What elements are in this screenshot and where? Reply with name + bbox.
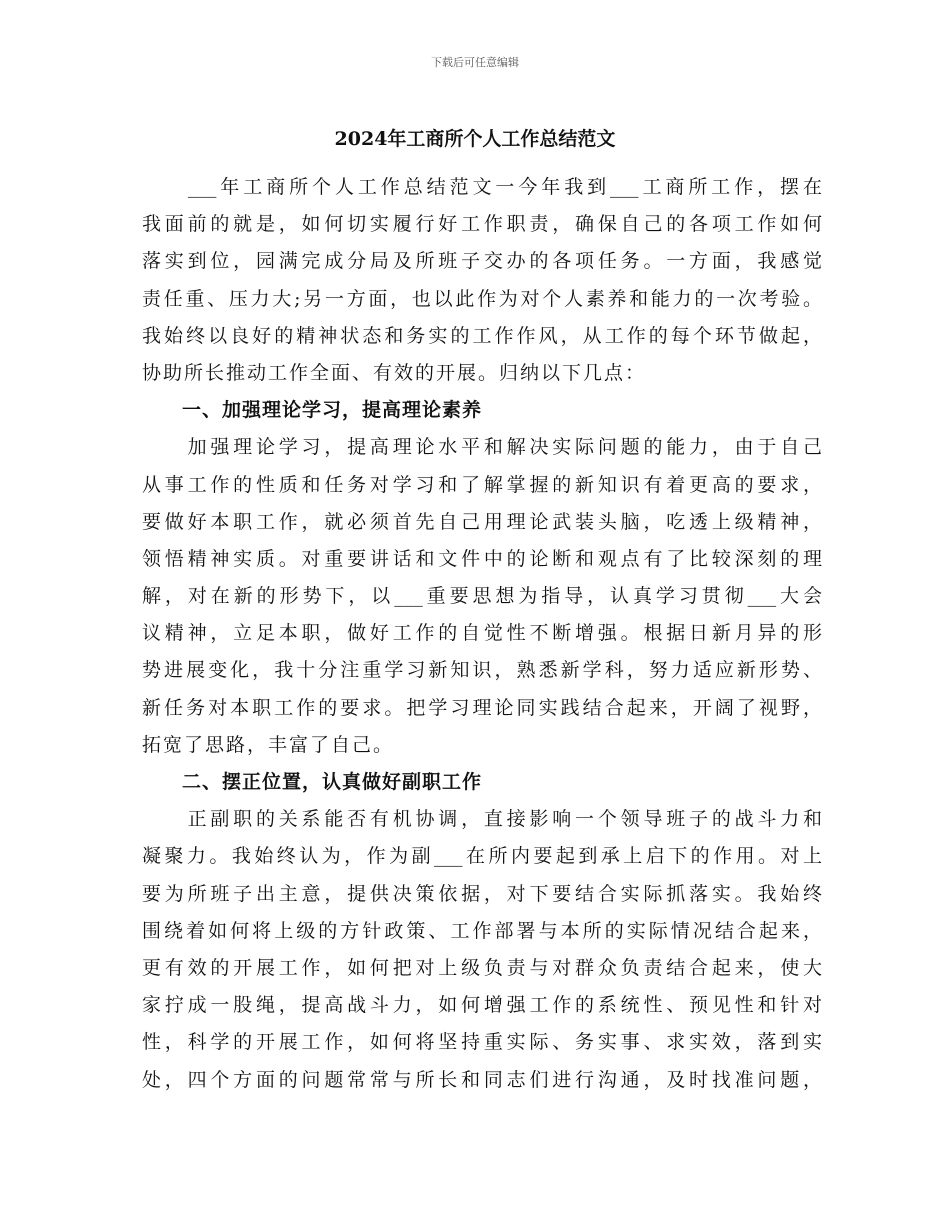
paragraph-line: 协助所长推动工作全面、有效的开展。归纳以下几点： [142, 361, 647, 384]
header-note: 下载后可任意编辑 [431, 56, 519, 69]
paragraph-line: 拓宽了思路，丰富了自己。 [142, 733, 395, 756]
paragraph-line: 性，科学的开展工作，如何将坚持重实际、务实事、求实效，落到实 [142, 1031, 822, 1054]
paragraph-line: 要做好本职工作，就必须首先自己用理论武装头脑，吃透上级精神， [142, 510, 822, 533]
section-heading: 一、加强理论学习，提高理论素养 [142, 399, 483, 422]
paragraph-line: 处，四个方面的问题常常与所长和同志们进行沟通，及时找准问题， [142, 1068, 822, 1091]
paragraph-line: 要为所班子出主意，提供决策依据，对下要结合实际抓落实。我始终 [142, 882, 822, 905]
document-title: 2024年工商所个人工作总结范文 [334, 128, 616, 150]
paragraph-line: 加强理论学习，提高理论水平和解决实际问题的能力，由于自己 [142, 436, 822, 459]
paragraph-line: 解，对在新的形势下，以___重要思想为指导，认真学习贯彻___大会 [142, 585, 822, 608]
paragraph-line: ___年工商所个人工作总结范文一今年我到___工商所工作，摆在 [142, 176, 822, 198]
paragraph-line: 议精神，立足本职，做好工作的自觉性不断增强。根据日新月异的形 [142, 622, 822, 645]
paragraph-line: 家拧成一股绳，提高战斗力，如何增强工作的系统性、预见性和针对 [142, 994, 822, 1017]
paragraph-line: 围绕着如何将上级的方针政策、工作部署与本所的实际情况结合起来， [142, 919, 822, 942]
paragraph-line: 从事工作的性质和任务对学习和了解掌握的新知识有着更高的要求， [142, 473, 822, 496]
paragraph-line: 势进展变化，我十分注重学习新知识，熟悉新学科，努力适应新形势、 [142, 659, 822, 682]
paragraph-line: 我面前的就是，如何切实履行好工作职责，确保自己的各项工作如何 [142, 213, 822, 236]
paragraph-line: 正副职的关系能否有机协调，直接影响一个领导班子的战斗力和 [142, 808, 822, 831]
paragraph-line: 责任重、压力大;另一方面，也以此作为对个人素养和能力的一次考验。 [142, 287, 822, 310]
paragraph-line: 落实到位，园满完成分局及所班子交办的各项任务。一方面，我感觉 [142, 250, 822, 273]
document-body [142, 172, 822, 1102]
paragraph-line: 新任务对本职工作的要求。把学习理论同实践结合起来，开阔了视野， [142, 696, 822, 719]
paragraph-line: 凝聚力。我始终认为，作为副___在所内要起到承上启下的作用。对上 [142, 845, 822, 868]
paragraph-line: 我始终以良好的精神状态和务实的工作作风，从工作的每个环节做起， [142, 324, 822, 347]
paragraph-line: 领悟精神实质。对重要讲话和文件中的论断和观点有了比较深刻的理 [142, 547, 822, 570]
section-heading: 二、摆正位置，认真做好副职工作 [142, 771, 483, 793]
paragraph-line: 更有效的开展工作，如何把对上级负责与对群众负责结合起来，使大 [142, 956, 822, 979]
